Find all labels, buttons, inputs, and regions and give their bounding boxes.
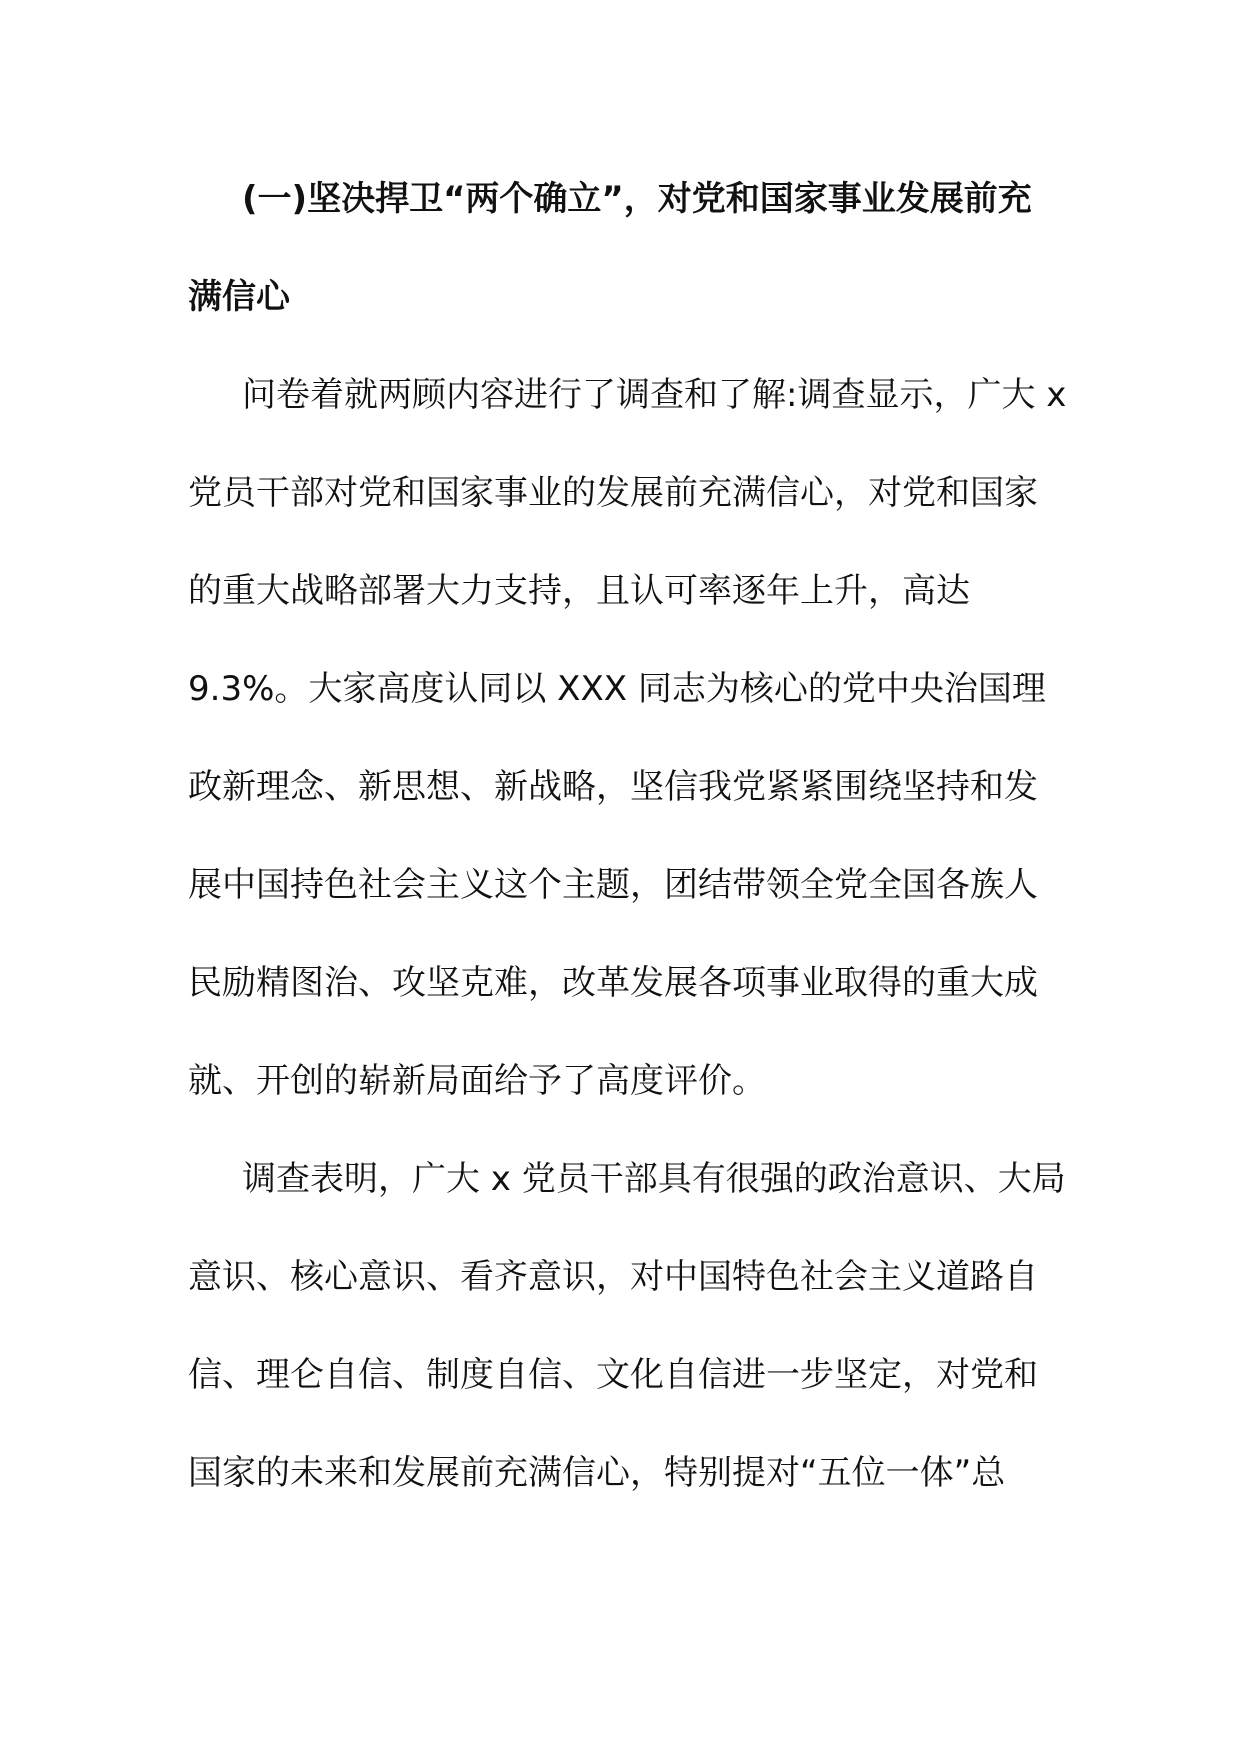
paragraph — [188, 346, 1068, 1130]
heading-line: 满信心 — [188, 277, 290, 317]
paragraph-line: 信、理仑自信、制度自信、文化自信进一步坚定，对党和 — [188, 1355, 1038, 1395]
paragraph-line: 9.3%。大家高度认同以 XXX 同志为核心的党中央治国理 — [188, 669, 1046, 709]
paragraph-line: 政新理念、新思想、新战略，坚信我党紧紧围绕坚持和发 — [188, 767, 1038, 807]
paragraph — [188, 1130, 1068, 1522]
paragraph-line: 国家的未来和发展前充满信心，特别提对“五位一体”总 — [188, 1453, 1006, 1493]
paragraph-line: 党员干部对党和国家事业的发展前充满信心，对党和国家 — [188, 473, 1038, 513]
paragraph-line: 展中国持色社会主义这个主题，团结带领全党全国各族人 — [188, 865, 1038, 905]
paragraph-line: 问卷着就两顾内容进行了调查和了解:调查显示，广大 x — [242, 375, 1067, 415]
paragraph-line: 的重大战略部署大力支持，且认可率逐年上升，高达 — [188, 571, 970, 611]
heading-line: (一)坚决捍卫“两个确立”，对党和国家事业发展前充 — [242, 179, 1032, 219]
paragraph-line: 意识、核心意识、看齐意识，对中国特色社会主义道路自 — [188, 1257, 1038, 1297]
paragraph-line: 调查表明，广大 x 党员干部具有很强的政治意识、大局 — [242, 1159, 1066, 1199]
document-body — [188, 150, 1068, 1522]
paragraph-line: 就、开创的崭新局面给予了高度评价。 — [188, 1061, 766, 1101]
section-heading — [188, 150, 1068, 346]
paragraph-line: 民励精图治、攻坚克难，改革发展各项事业取得的重大成 — [188, 963, 1038, 1003]
